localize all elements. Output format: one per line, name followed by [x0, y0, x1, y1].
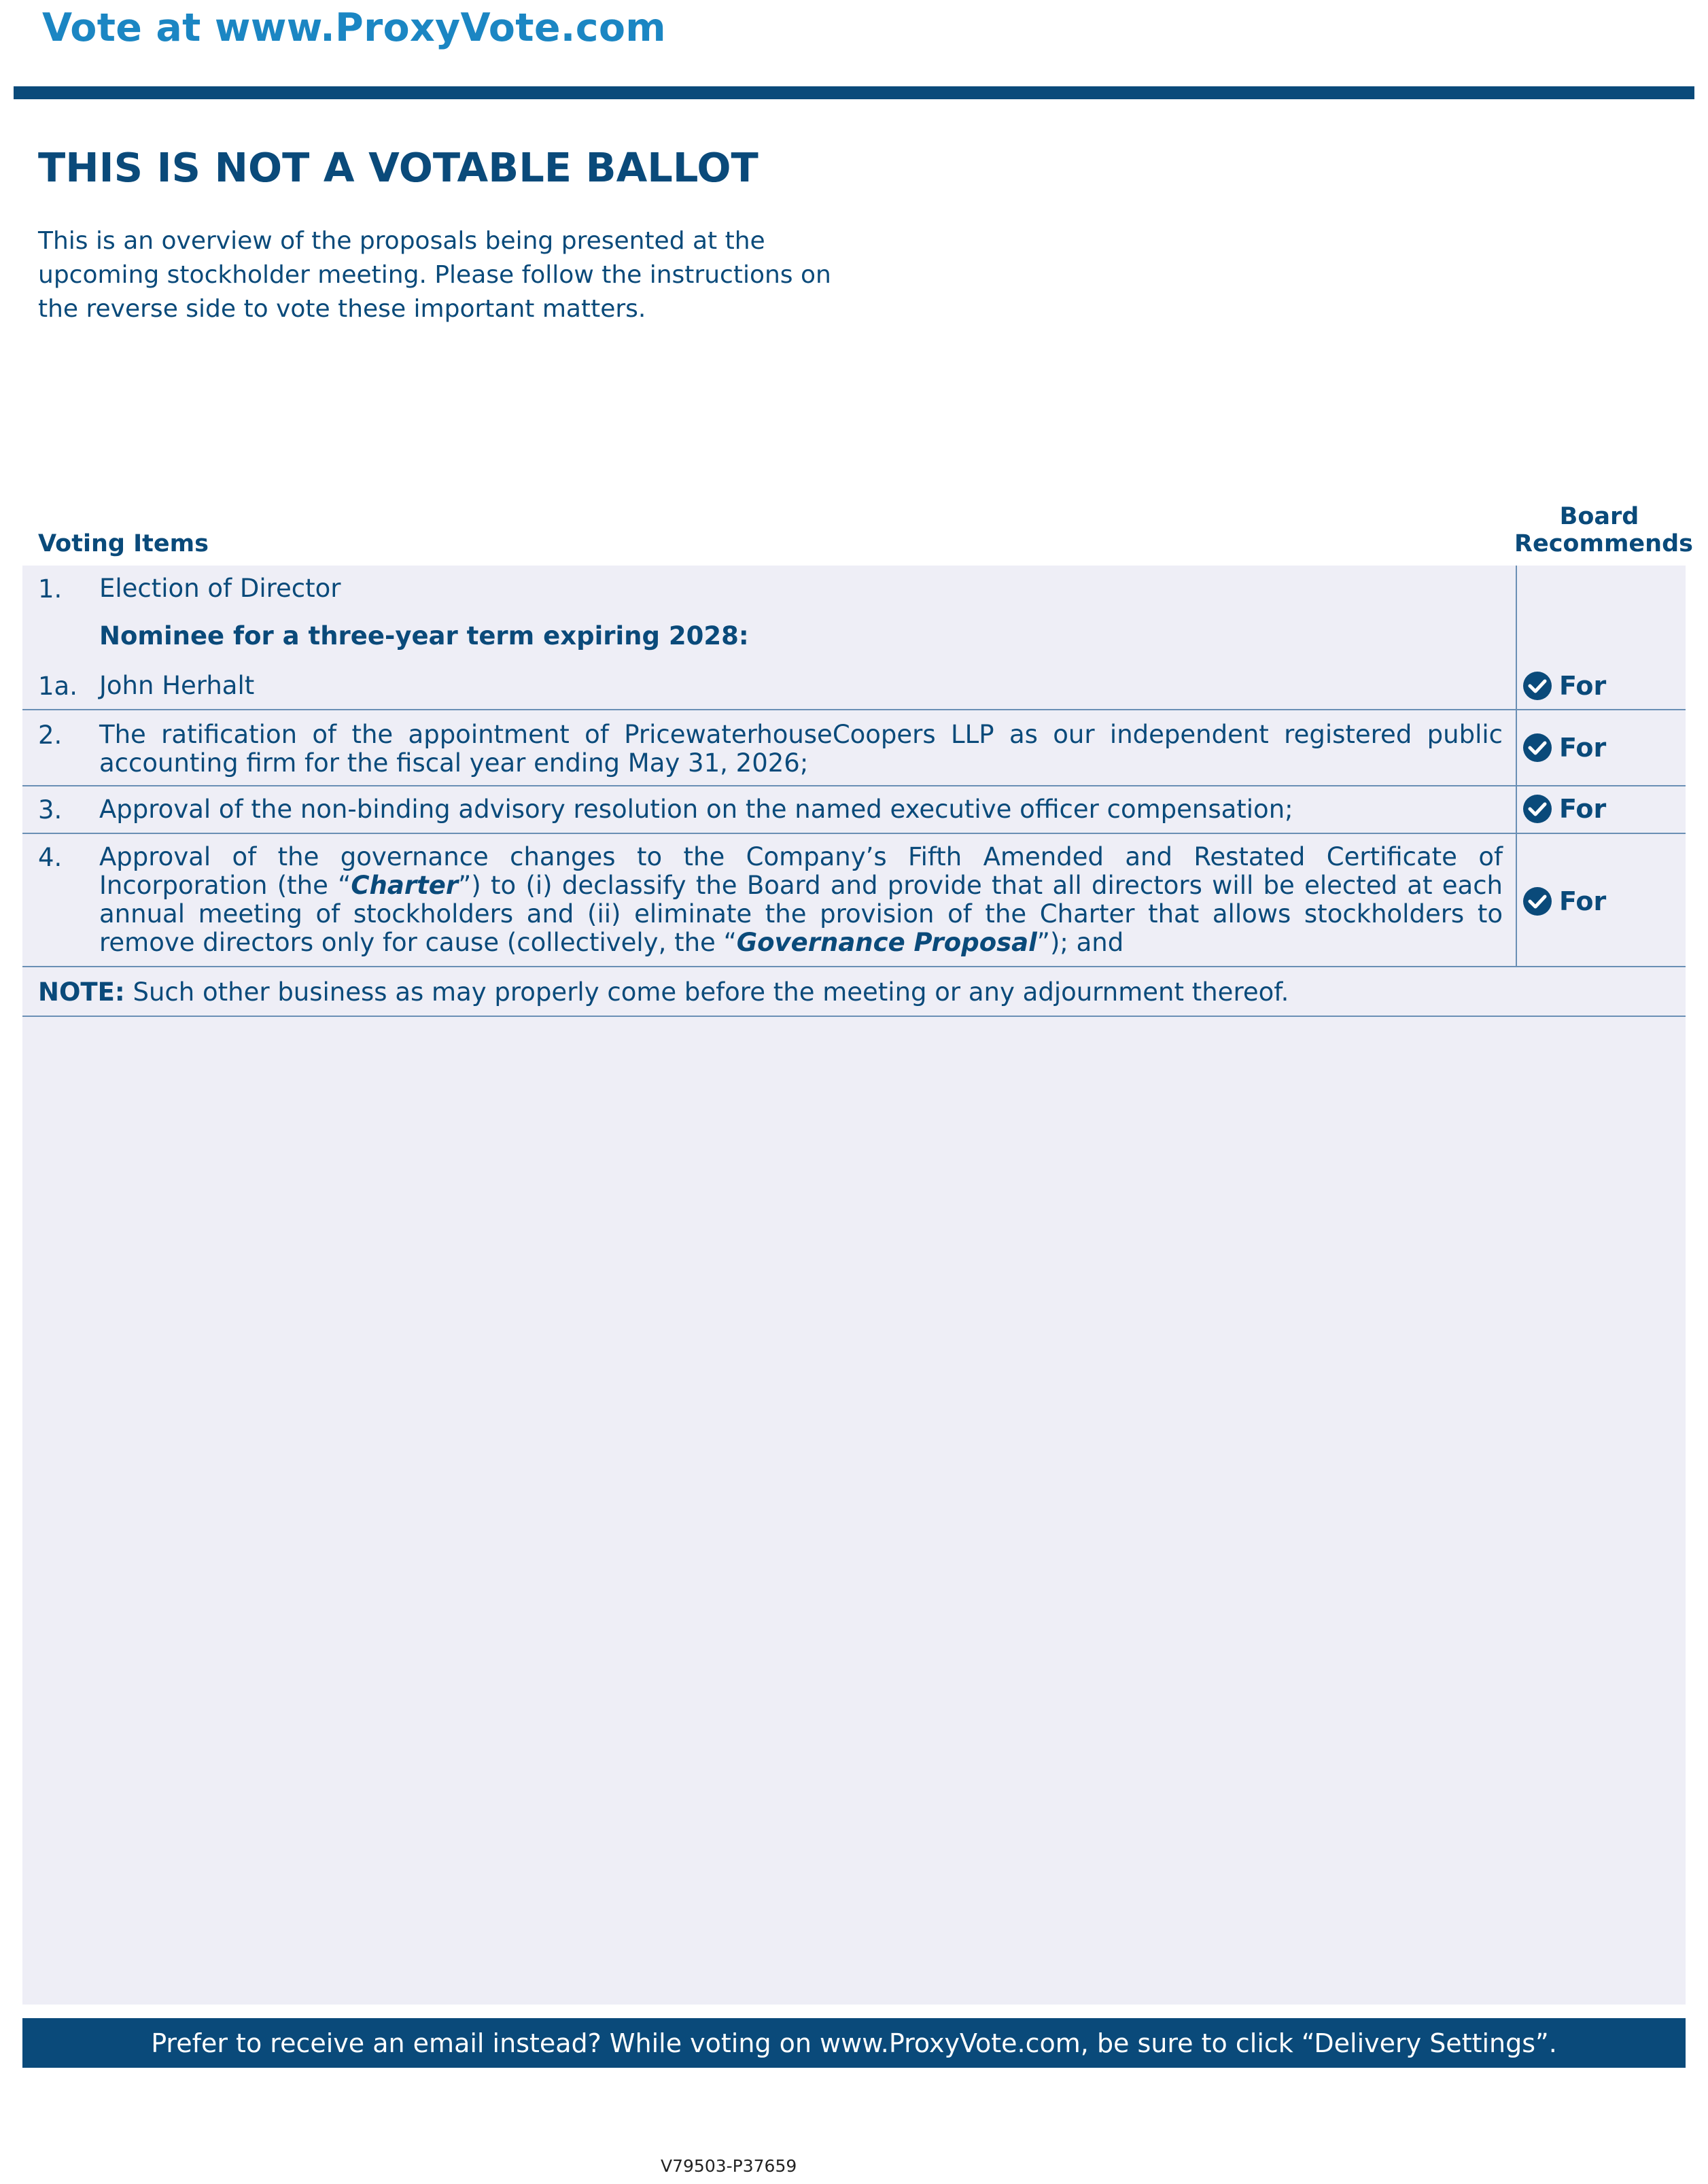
recommendation — [1522, 671, 1606, 701]
footer-banner — [22, 2018, 1686, 2068]
note-label: NOTE: — [38, 977, 125, 1007]
header-rule — [14, 86, 1694, 99]
recommendation-label: For — [1559, 794, 1607, 824]
document-code: V79503-P37659 — [661, 2156, 797, 2176]
recommendation-label: For — [1559, 886, 1607, 916]
voting-items-panel — [22, 566, 1686, 2005]
item-number: 3. — [38, 795, 63, 825]
defined-term-charter: Charter — [351, 871, 459, 900]
row-divider — [22, 966, 1686, 967]
recommendation-label: For — [1559, 671, 1607, 701]
column-header-board-line2: Recommends — [1514, 530, 1693, 557]
item-number: 2. — [38, 721, 63, 750]
recommendation — [1522, 733, 1606, 763]
footer-text: Prefer to receive an email instead? While voting on www.ProxyVote.com, be sure to click “Delivery Settings”. — [151, 2028, 1557, 2058]
check-circle-icon — [1522, 886, 1552, 916]
nominee-heading: Nominee for a three-year term expiring 2028: — [99, 621, 749, 651]
recommendation-label: For — [1559, 733, 1607, 763]
item-text — [99, 843, 1503, 957]
intro-line-3: the reverse side to vote these important matters. — [38, 295, 646, 323]
row-divider — [22, 833, 1686, 834]
column-divider — [1516, 566, 1517, 967]
item-text: The ratification of the appointment of PricewaterhouseCoopers LLP as our independent registered public accounting firm for the fiscal year ending May 31, 2026; — [99, 720, 1503, 778]
item-text-part: ”); and — [1036, 928, 1124, 957]
check-circle-icon — [1522, 671, 1552, 701]
note-text: Such other business as may properly come before the meeting or any adjournment thereof. — [124, 977, 1289, 1007]
check-circle-icon — [1522, 733, 1552, 763]
row-divider — [22, 1016, 1686, 1017]
column-header-board-recommends — [1514, 503, 1693, 557]
column-header-voting-items: Voting Items — [38, 530, 209, 557]
intro-text — [38, 224, 874, 326]
nominee-name: John Herhalt — [99, 671, 255, 700]
recommendation — [1522, 886, 1606, 916]
row-divider — [22, 785, 1686, 786]
header-url[interactable]: Vote at www.ProxyVote.com — [42, 5, 666, 50]
recommendation — [1522, 794, 1606, 824]
intro-line-2: upcoming stockholder meeting. Please follow the instructions on — [38, 261, 831, 289]
column-header-board-line1: Board — [1559, 503, 1639, 530]
item-number: 1a. — [38, 672, 77, 701]
item-number: 4. — [38, 843, 63, 872]
item-number: 1. — [38, 574, 63, 604]
defined-term-governance-proposal: Governance Proposal — [736, 928, 1037, 957]
item-text-part: ”) to (i) declassify the Board and provide that all directors will be elected at each annual meeting of stockholders and (ii) eliminate the provision of the Charter that allows stockholders to remove directors only for cause (collectively, the “ — [99, 871, 1503, 957]
item-text: Election of Director — [99, 574, 341, 603]
item-text-part: Approval of the governance changes to the Company’s Fifth Amended and Restated Certificate of Incorporation (the “ — [99, 842, 1503, 900]
check-circle-icon — [1522, 794, 1552, 824]
intro-line-1: This is an overview of the proposals being presented at the — [38, 227, 765, 255]
page-title: THIS IS NOT A VOTABLE BALLOT — [38, 144, 759, 191]
row-divider — [22, 709, 1686, 710]
note — [38, 977, 1289, 1007]
item-text: Approval of the non-binding advisory resolution on the named executive officer compensation; — [99, 795, 1293, 824]
